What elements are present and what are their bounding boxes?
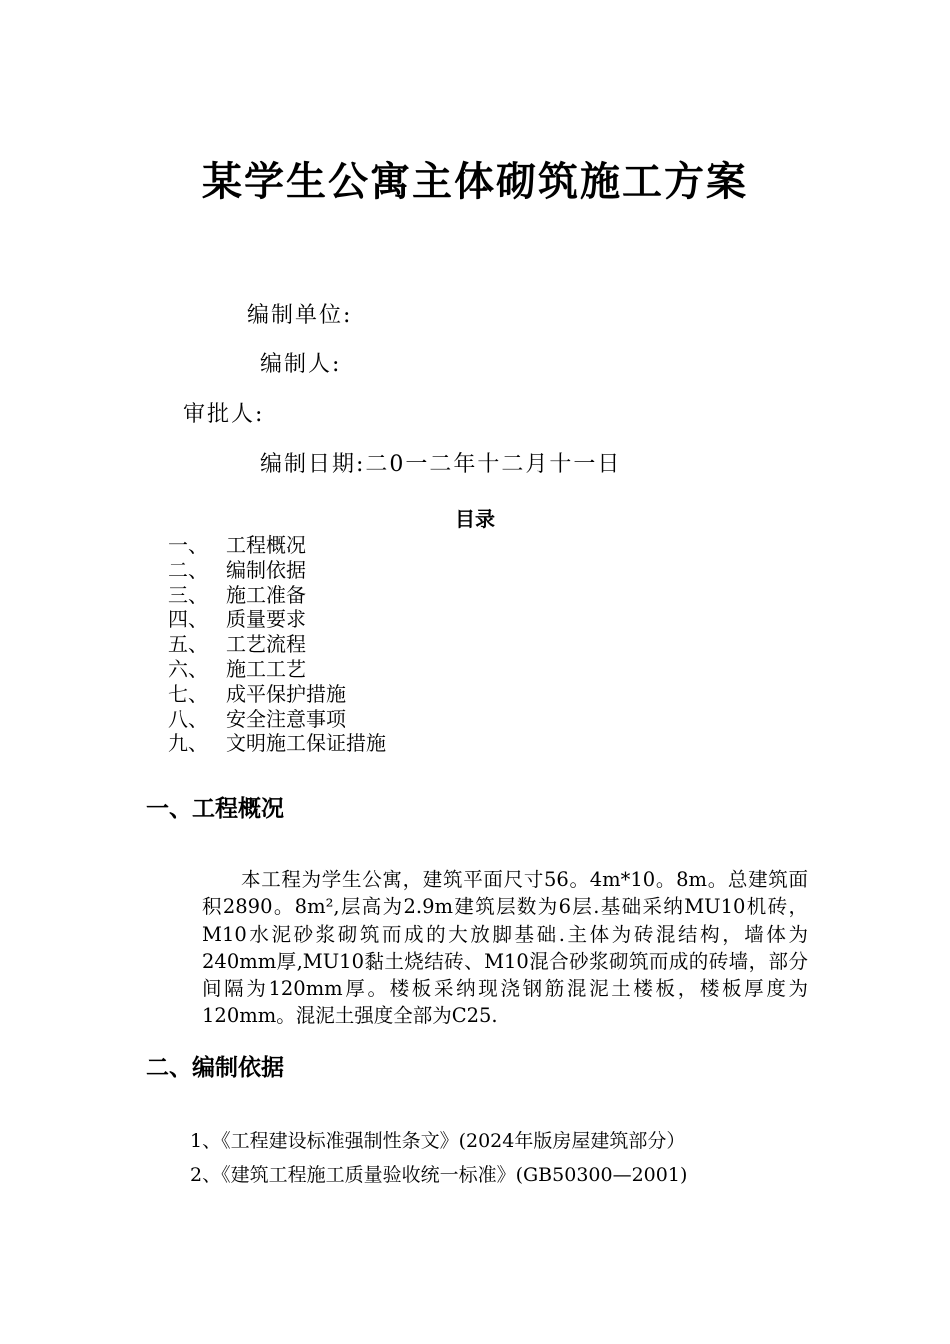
toc-item-number: 五、 <box>168 632 208 657</box>
toc-item-number: 三、 <box>168 582 208 607</box>
toc-item-number: 一、 <box>168 533 208 557</box>
reference-item: 1、《工程建设标准强制性条文》(2024年版房屋建筑部分） <box>190 1130 686 1152</box>
toc-item <box>168 632 386 657</box>
meta-date: 编制日期:二0一二年十二月十一日 <box>260 452 622 477</box>
document-title: 某学生公寓主体砌筑施工方案 <box>202 159 748 205</box>
toc-item <box>168 682 386 707</box>
toc-item-label: 编制依据 <box>226 557 306 582</box>
meta-author: 编制人: <box>260 352 342 377</box>
meta-unit: 编制单位: <box>247 303 353 328</box>
toc-item <box>168 558 386 583</box>
toc-item-label: 文明施工保证措施 <box>226 731 386 756</box>
toc-item-number: 六、 <box>168 656 208 681</box>
toc-item <box>168 533 386 558</box>
section-heading-basis: 二、编制依据 <box>146 1055 284 1081</box>
toc-item-label: 安全注意事项 <box>226 706 346 731</box>
meta-approver: 审批人: <box>183 402 265 427</box>
toc-item <box>168 707 386 732</box>
toc-heading: 目录 <box>455 507 495 531</box>
section-overview-paragraph: 本工程为学生公寓，建筑平面尺寸56。4m*10。8m。总建筑面积2890。8m²,层高为2.9m建筑层数为6层.基础采纳MU10机砖，M10水泥砂浆砌筑而成的大放脚基础.主体为砖混结构，墙体为240mm厚,MU10黏土烧结砖、M10混合砂浆砌筑而成的砖墙，部分间隔为120mm厚。楼板采纳现浇钢筋混泥土楼板，楼板厚度为120mm。混泥土强度全部为C25. <box>202 868 808 1028</box>
toc-item-number: 二、 <box>168 557 208 582</box>
toc-item-label: 施工工艺 <box>226 656 306 681</box>
section-heading-overview: 一、工程概况 <box>146 796 284 822</box>
reference-item: 2、《建筑工程施工质量验收统一标准》(GB50300—2001) <box>190 1164 688 1186</box>
toc-item-label: 工艺流程 <box>226 632 306 657</box>
table-of-contents <box>168 533 386 756</box>
toc-item <box>168 731 386 756</box>
toc-item-label: 工程概况 <box>226 533 306 557</box>
toc-item <box>168 657 386 682</box>
toc-item-label: 施工准备 <box>226 582 306 607</box>
toc-item <box>168 583 386 608</box>
toc-item-number: 七、 <box>168 681 208 706</box>
toc-item-number: 四、 <box>168 607 208 632</box>
toc-item-number: 八、 <box>168 706 208 731</box>
toc-item <box>168 607 386 632</box>
toc-item-label: 质量要求 <box>226 607 306 632</box>
toc-item-label: 成平保护措施 <box>226 681 346 706</box>
basis-reference-list <box>190 1124 687 1192</box>
toc-item-number: 九、 <box>168 731 208 756</box>
